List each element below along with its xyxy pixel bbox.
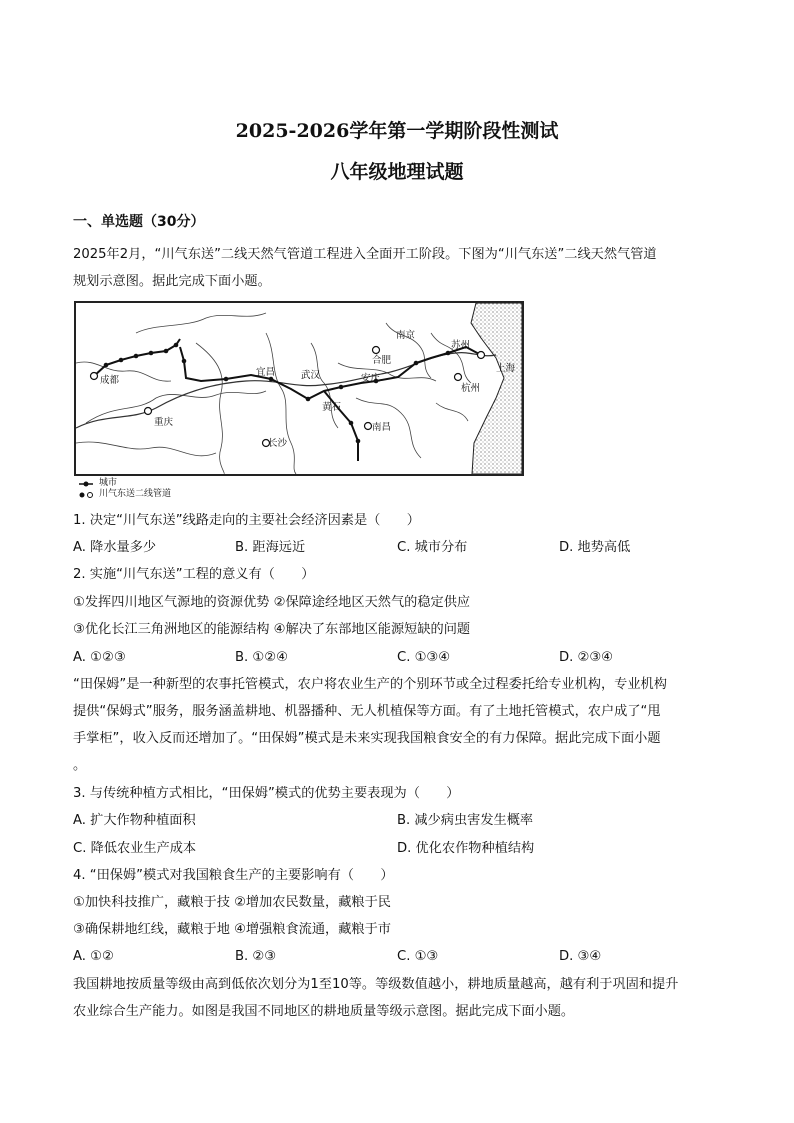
q2-option-c[interactable]: C. ①③④ xyxy=(397,650,451,665)
q1-option-d[interactable]: D. 地势高低 xyxy=(559,540,631,555)
pipeline-markers xyxy=(104,343,451,444)
passage1-line2: 规划示意图。据此完成下面小题。 xyxy=(73,274,271,289)
pipeline-map-svg xyxy=(76,303,522,474)
passage2-line1: “田保姆”是一种新型的农事托管模式，农户将农业生产的个别环节或全过程委托给专业机构，专业机构 xyxy=(73,677,667,692)
q4-option-a[interactable]: A. ①② xyxy=(73,949,114,964)
q1-option-b[interactable]: B. 距海远近 xyxy=(235,540,306,555)
passage3-line2: 农业综合生产能力。如图是我国不同地区的耕地质量等级示意图。据此完成下面小题。 xyxy=(73,1004,575,1019)
q2-option-a[interactable]: A. ①②③ xyxy=(73,650,126,665)
map-legend xyxy=(78,478,171,500)
q3-option-d[interactable]: D. 优化农作物种植结构 xyxy=(397,841,535,856)
exam-title: 2025-2026学年第一学期阶段性测试 xyxy=(235,120,559,142)
q1-stem: 1. 决定“川气东送”线路走向的主要社会经济因素是（ ） xyxy=(73,513,420,528)
city-label: 安庆 xyxy=(361,373,381,384)
q4-statement-2: ③确保耕地红线，藏粮于地 ④增强粮食流通，藏粮于市 xyxy=(73,922,391,937)
q3-option-c[interactable]: C. 降低农业生产成本 xyxy=(73,841,197,856)
q2-option-d[interactable]: D. ②③④ xyxy=(559,650,614,665)
q4-option-c[interactable]: C. ①③ xyxy=(397,949,439,964)
passage2-line3: 手掌柜”，收入反而还增加了。“田保姆”模式是未来实现我国粮食安全的有力保障。据此完成下面小题 xyxy=(73,731,661,746)
q2-option-b[interactable]: B. ①②④ xyxy=(235,650,288,665)
q4-stem: 4. “田保姆”模式对我国粮食生产的主要影响有（ ） xyxy=(73,868,394,883)
q4-option-b[interactable]: B. ②③ xyxy=(235,949,277,964)
legend-pipeline-label: 川气东送二线管道 xyxy=(99,489,172,499)
city-label: 重庆 xyxy=(154,417,174,428)
q1-option-a[interactable]: A. 降水量多少 xyxy=(73,540,157,555)
city-label: 南京 xyxy=(396,330,416,341)
passage3-line1: 我国耕地按质量等级由高到低依次划分为1至10等。等级数值越小，耕地质量越高，越有利于巩固和提升 xyxy=(73,977,679,992)
q3-option-b[interactable]: B. 减少病虫害发生概率 xyxy=(397,813,534,828)
city-label: 杭州 xyxy=(461,383,481,394)
section-heading: 一、单选题（30分） xyxy=(73,214,205,230)
city-label: 上海 xyxy=(496,363,516,374)
q3-option-a[interactable]: A. 扩大作物种植面积 xyxy=(73,813,196,828)
pipeline-map xyxy=(74,301,524,476)
passage2-line4: 。 xyxy=(73,758,87,773)
exam-subtitle: 八年级地理试题 xyxy=(330,161,464,183)
legend-city-label: 城市 xyxy=(99,478,118,488)
city-label: 黄石 xyxy=(322,402,342,413)
city-label: 长沙 xyxy=(268,438,288,449)
q4-statement-1: ①加快科技推广，藏粮于技 ②增加农民数量，藏粮于民 xyxy=(73,895,391,910)
city-label: 宜昌 xyxy=(256,367,276,378)
q2-statement-2: ③优化长江三角洲地区的能源结构 ④解决了东部地区能源短缺的问题 xyxy=(73,622,471,637)
city-label: 南昌 xyxy=(372,422,392,433)
passage2-line2: 提供“保姆式”服务，服务涵盖耕地、机器播种、无人机植保等方面。有了土地托管模式，农户成了“甩 xyxy=(73,704,661,719)
pipeline-symbol-icon xyxy=(78,491,94,499)
q3-stem: 3. 与传统种植方式相比，“田保姆”模式的优势主要表现为（ ） xyxy=(73,786,460,801)
q4-option-d[interactable]: D. ③④ xyxy=(559,949,602,964)
q2-stem: 2. 实施“川气东送”工程的意义有（ ） xyxy=(73,567,315,582)
city-label: 成都 xyxy=(100,375,120,386)
city-symbol-icon xyxy=(78,480,94,488)
q1-option-c[interactable]: C. 城市分布 xyxy=(397,540,468,555)
city-label: 合肥 xyxy=(372,355,392,366)
passage1-line1: 2025年2月，“川气东送”二线天然气管道工程进入全面开工阶段。下图为“川气东送”二线天然气管道 xyxy=(73,247,657,262)
city-label: 苏州 xyxy=(451,340,471,351)
q2-statement-1: ①发挥四川地区气源地的资源优势 ②保障途经地区天然气的稳定供应 xyxy=(73,595,471,610)
city-label: 武汉 xyxy=(301,370,321,381)
pipeline-main xyxy=(94,339,481,461)
